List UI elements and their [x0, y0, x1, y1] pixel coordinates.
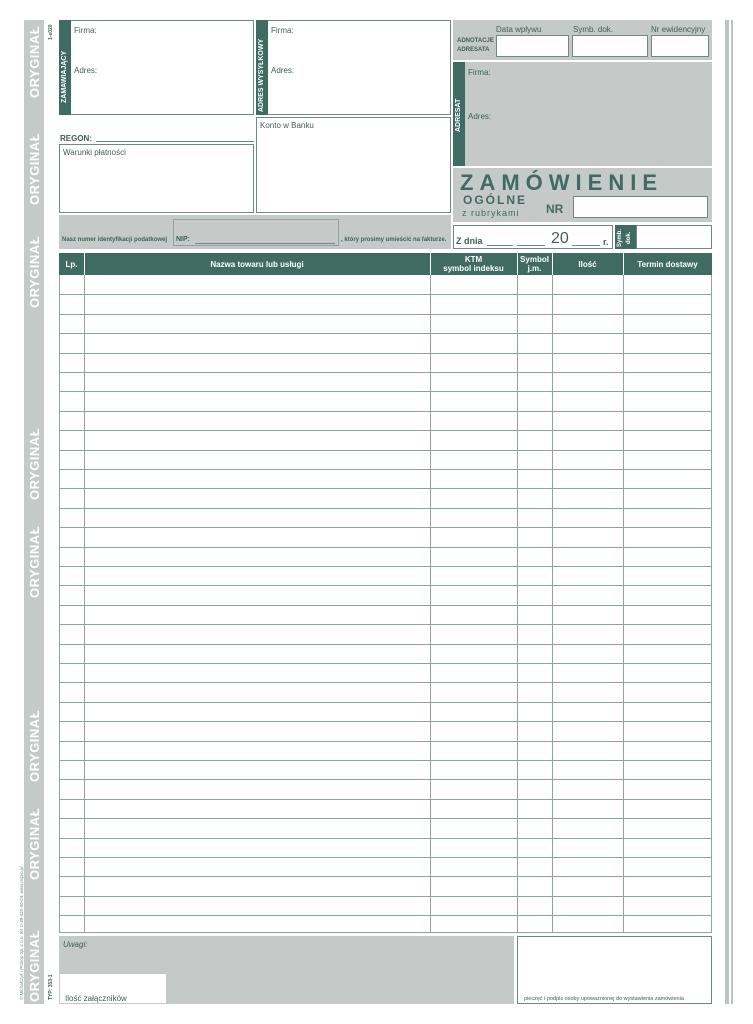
header-symbol-2: j.m.: [527, 264, 542, 273]
table-row-line: [59, 741, 712, 742]
table-row-line: [59, 372, 712, 373]
zamawiajacy-adres: Adres:: [74, 66, 98, 75]
symb-dok-field[interactable]: [572, 35, 648, 57]
column-line: [430, 275, 431, 933]
header-divider: [430, 253, 431, 275]
header-divider: [84, 253, 85, 275]
header-ilosc: Ilość: [578, 259, 597, 269]
date-month-line[interactable]: [517, 245, 545, 246]
adresat-panel: [453, 62, 712, 166]
nip-left-text: Nasz numer identyfikacji podatkowej: [62, 237, 168, 243]
table-row-line: [59, 469, 712, 470]
date-suffix: r.: [603, 237, 609, 247]
wysylkowy-label: ADRES WYSYŁKOWY: [258, 38, 265, 112]
side-word-oryginal: ORYGINAŁ: [27, 807, 42, 880]
side-word-oryginal: ORYGINAŁ: [27, 709, 42, 782]
table-row-line: [59, 508, 712, 509]
table-row-line: [59, 411, 712, 412]
uwagi-label: Uwagi:: [63, 940, 88, 949]
table-row-line: [59, 624, 712, 625]
table-row-line: [59, 605, 712, 606]
table-row-line: [59, 488, 712, 489]
table-row-line: [59, 799, 712, 800]
table-row-line: [59, 333, 712, 334]
adresat-label: ADRESAT: [455, 98, 462, 132]
column-line: [623, 275, 624, 933]
title-main: ZAMÓWIENIE: [460, 170, 663, 195]
adnotacje-col3: Nr ewidencyjny: [651, 25, 706, 34]
header-termin: Termin dostawy: [637, 259, 698, 269]
nip-input-line[interactable]: [195, 243, 335, 244]
wysylkowy-adres: Adres:: [271, 66, 295, 75]
regon-line: [96, 141, 254, 142]
header-symbol: [517, 253, 552, 275]
title-nr: NR: [546, 202, 564, 216]
warunki-label: Warunki płatności: [63, 148, 126, 157]
table-row-line: [59, 585, 712, 586]
date-year-prefix: 20: [551, 230, 569, 247]
table-row-line: [59, 838, 712, 839]
symb-dok-value-field[interactable]: [636, 225, 712, 249]
table-body: [59, 275, 712, 933]
regon-label: REGON:: [60, 134, 92, 143]
konto-label: Konto w Banku: [260, 121, 314, 130]
right-stripe-2: [731, 20, 733, 1004]
date-day-line[interactable]: [487, 245, 513, 246]
order-number-field[interactable]: [573, 196, 708, 218]
header-lp: Lp.: [65, 259, 78, 269]
adnotacje-col2: Symb. dok.: [573, 25, 614, 34]
side-word-oryginal: ORYGINAŁ: [27, 132, 42, 205]
adnotacje-label-1: ADNOTACJE: [457, 38, 494, 44]
table-row-line: [59, 915, 712, 916]
zamawiajacy-firma: Firma:: [74, 26, 97, 35]
zalaczniki-label: Ilość załączników: [65, 994, 127, 1003]
column-line: [84, 275, 85, 933]
side-word-oryginal: ORYGINAŁ: [27, 235, 42, 308]
side-word-oryginal: ORYGINAŁ: [27, 25, 42, 98]
table-row-line: [59, 682, 712, 683]
table-row-line: [59, 876, 712, 877]
data-wplywu-field[interactable]: [496, 35, 569, 57]
table-row-line: [59, 663, 712, 664]
table-row-line: [59, 314, 712, 315]
wysylkowy-firma: Firma:: [271, 26, 294, 35]
side-code-bottom: TYP: 353-1: [48, 974, 54, 1000]
title-sub2: z rubrykami: [462, 208, 520, 218]
table-row-line: [59, 391, 712, 392]
podpis-box[interactable]: [517, 936, 712, 1004]
header-divider: [517, 253, 518, 275]
adnotacje-label-2: ADRESATA: [457, 47, 490, 53]
table-row-line: [59, 760, 712, 761]
table-row-line: [59, 779, 712, 780]
nip-label: NIP:: [176, 236, 190, 243]
header-ktm: [430, 253, 517, 275]
table-row-line: [59, 896, 712, 897]
date-prefix: Z dnia: [456, 236, 483, 246]
header-divider: [623, 253, 624, 275]
adresat-firma: Firma:: [468, 68, 491, 77]
side-code-top: 1-e020: [48, 24, 54, 40]
table-row-line: [59, 527, 712, 528]
column-line: [552, 275, 553, 933]
header-symbol-1: Symbol: [520, 255, 549, 264]
title-sub1: OGÓLNE: [463, 193, 528, 207]
table-row-line: [59, 857, 712, 858]
header-divider: [552, 253, 553, 275]
right-stripe-1: [725, 20, 729, 1004]
header-nazwa: Nazwa towaru lub usługi: [210, 259, 304, 269]
date-year-line[interactable]: [572, 245, 600, 246]
table-row-line: [59, 450, 712, 451]
table-row-line: [59, 294, 712, 295]
symb-dok-label-1: Symb.: [617, 228, 623, 247]
side-word-oryginal: ORYGINAŁ: [27, 427, 42, 500]
side-word-oryginal: ORYGINAŁ: [27, 929, 42, 1002]
header-ktm-1: KTM: [464, 255, 483, 264]
podpis-label: pieczęć i podpis osoby upoważnionej do wystawienia zamówienia: [524, 996, 684, 1002]
table-row-line: [59, 566, 712, 567]
adnotacje-col1: Data wpływu: [496, 25, 542, 34]
table-row-line: [59, 721, 712, 722]
zamawiajacy-label: ZAMAWIAJĄCY: [61, 50, 68, 103]
symb-dok-label-2: dok.: [626, 231, 632, 244]
side-word-oryginal: ORYGINAŁ: [27, 525, 42, 598]
header-ktm-2: symbol indeksu: [443, 264, 504, 273]
table-row-line: [59, 644, 712, 645]
nip-right-text: , który prosimy umieścić na fakturze.: [341, 237, 447, 243]
table-row-line: [59, 547, 712, 548]
nr-ewidencyjny-field[interactable]: [651, 35, 709, 57]
konto-box[interactable]: [256, 117, 451, 213]
table-row-line: [59, 818, 712, 819]
adresat-adres: Adres:: [468, 112, 492, 121]
table-row-line: [59, 353, 712, 354]
nip-field-frame: [173, 219, 339, 246]
side-publisher: © Michalczyk i Prokop Sp. z o.o. tel. 0-48-420-50-04, www.mipro.pl: [19, 866, 24, 1000]
column-line: [517, 275, 518, 933]
table-row-line: [59, 702, 712, 703]
table-row-line: [59, 430, 712, 431]
